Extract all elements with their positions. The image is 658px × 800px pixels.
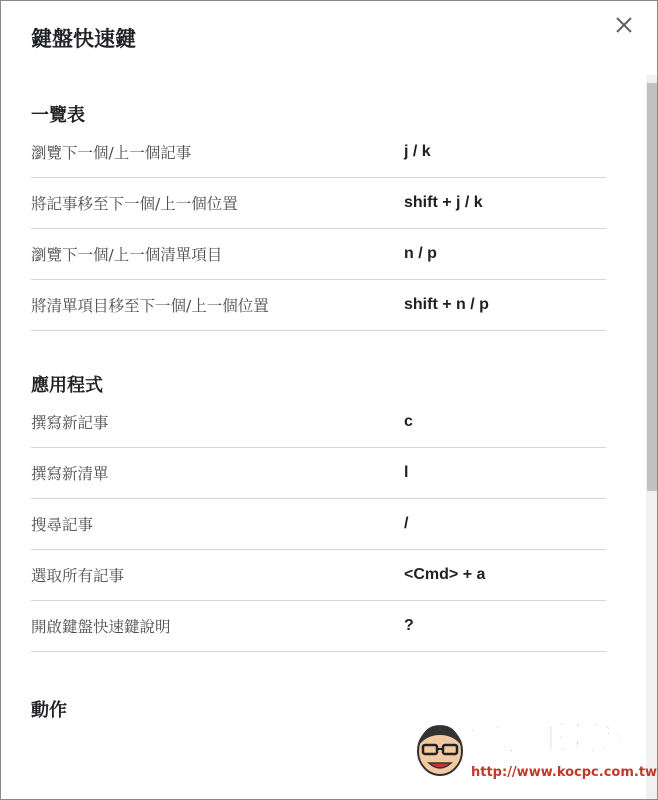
shortcut-keys: shift + n / p — [404, 296, 489, 313]
shortcut-row — [31, 127, 606, 178]
shortcut-row — [31, 397, 606, 448]
shortcut-label: 撰寫新清單 — [31, 465, 109, 483]
shortcut-label: 瀏覽下一個/上一個清單項目 — [31, 246, 223, 264]
scrollbar[interactable] — [646, 75, 658, 799]
dialog-title: 鍵盤快速鍵 — [31, 27, 136, 51]
shortcut-row — [31, 550, 606, 601]
watermark-url: http://www.kocpc.com.tw — [471, 765, 658, 780]
watermark-brand: 電腦王阿達 — [469, 719, 635, 757]
dialog-header — [1, 1, 657, 75]
section-actions — [31, 652, 606, 722]
section-title: 動作 — [31, 700, 67, 721]
close-button[interactable] — [610, 11, 638, 39]
shortcut-label: 瀏覽下一個/上一個記事 — [31, 144, 192, 162]
shortcut-keys: ? — [404, 617, 414, 634]
watermark — [409, 713, 658, 791]
shortcut-label: 將記事移至下一個/上一個位置 — [31, 195, 238, 213]
section-application — [31, 331, 606, 652]
shortcut-row — [31, 448, 606, 499]
shortcut-row — [31, 499, 606, 550]
section-title: 一覽表 — [31, 105, 85, 126]
shortcut-keys: / — [404, 515, 409, 532]
shortcut-keys: <Cmd> + a — [404, 566, 486, 583]
section-overview — [31, 75, 606, 331]
shortcut-row — [31, 601, 606, 652]
shortcut-keys: shift + j / k — [404, 194, 483, 211]
close-icon — [615, 16, 633, 34]
shortcut-label: 將清單項目移至下一個/上一個位置 — [31, 297, 269, 315]
shortcut-keys: c — [404, 413, 413, 430]
scrollbar-thumb[interactable] — [647, 83, 657, 491]
shortcut-row — [31, 280, 606, 331]
shortcut-keys: l — [404, 464, 409, 481]
shortcut-row — [31, 178, 606, 229]
shortcut-row — [31, 229, 606, 280]
shortcut-label: 選取所有記事 — [31, 567, 125, 585]
shortcut-keys: j / k — [404, 143, 431, 160]
mascot-face-icon — [413, 719, 467, 779]
shortcuts-list[interactable] — [1, 75, 646, 799]
shortcut-label: 撰寫新記事 — [31, 414, 109, 432]
shortcut-label: 搜尋記事 — [31, 516, 94, 534]
shortcut-label: 開啟鍵盤快速鍵說明 — [31, 618, 171, 636]
shortcut-keys: n / p — [404, 245, 437, 262]
section-title: 應用程式 — [31, 375, 103, 396]
